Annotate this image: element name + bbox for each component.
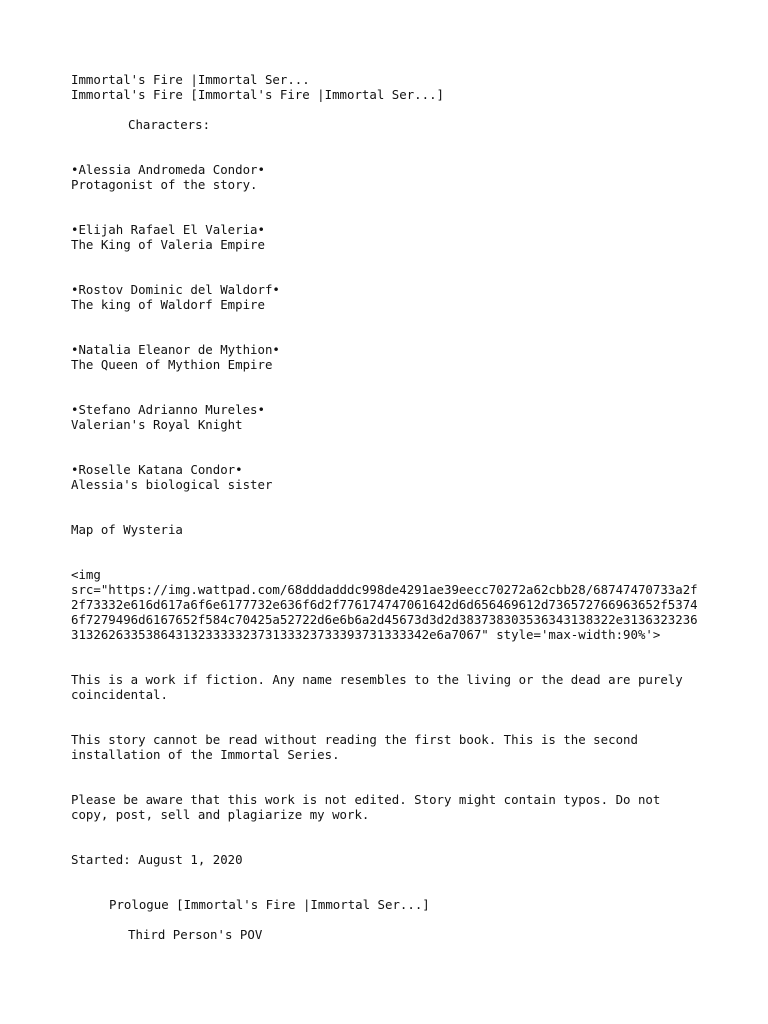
character-name: •Rostov Dominic del Waldorf•: [71, 282, 280, 297]
character-name: •Elijah Rafael El Valeria•: [71, 222, 265, 237]
series-note-paragraph: This story cannot be read without reading the first book. This is the second installation of the Immortal Series.: [71, 732, 638, 762]
character-role: Valerian's Royal Knight: [71, 417, 243, 432]
title-short: Immortal's Fire |Immortal Ser...: [71, 72, 310, 87]
character-name: •Natalia Eleanor de Mythion•: [71, 342, 280, 357]
started-date: Started: August 1, 2020: [71, 852, 243, 867]
character-role: The Queen of Mythion Empire: [71, 357, 273, 372]
character-role: The King of Valeria Empire: [71, 237, 265, 252]
character-role: Protagonist of the story.: [71, 177, 258, 192]
pov-heading: Third Person's POV: [128, 927, 263, 942]
title-full: Immortal's Fire [Immortal's Fire |Immortal Ser...]: [71, 87, 444, 102]
map-heading: Map of Wysteria: [71, 522, 183, 537]
img-tag-src: src="https://img.wattpad.com/68dddadddc998de4291ae39eecc70272a62cbb28/68747470733a2f2f73332e616d617a6f6e6177732e636f6d2f776174747061642d6d656469612d736572766963652f53746f7279496d6167652f584c70425a52722d6e6b6a2d45673d3d2d383738303536343138322e3136323236313262633538643132333332373133323733393731333342e6a7067" style='max-width:90%'>: [71, 582, 698, 642]
prologue-heading: Prologue [Immortal's Fire |Immortal Ser...]: [109, 897, 430, 912]
copyright-paragraph: Please be aware that this work is not edited. Story might contain typos. Do not copy, post, sell and plagiarize my work.: [71, 792, 661, 822]
document-body: [71, 72, 701, 942]
character-name: •Alessia Andromeda Condor•: [71, 162, 265, 177]
character-name: •Stefano Adrianno Mureles•: [71, 402, 265, 417]
disclaimer-paragraph: This is a work if fiction. Any name resembles to the living or the dead are purely coincidental.: [71, 672, 683, 702]
img-tag-open: <img: [71, 567, 101, 582]
character-role: Alessia's biological sister: [71, 477, 273, 492]
character-role: The king of Waldorf Empire: [71, 297, 265, 312]
characters-heading: Characters:: [128, 117, 211, 132]
character-name: •Roselle Katana Condor•: [71, 462, 243, 477]
